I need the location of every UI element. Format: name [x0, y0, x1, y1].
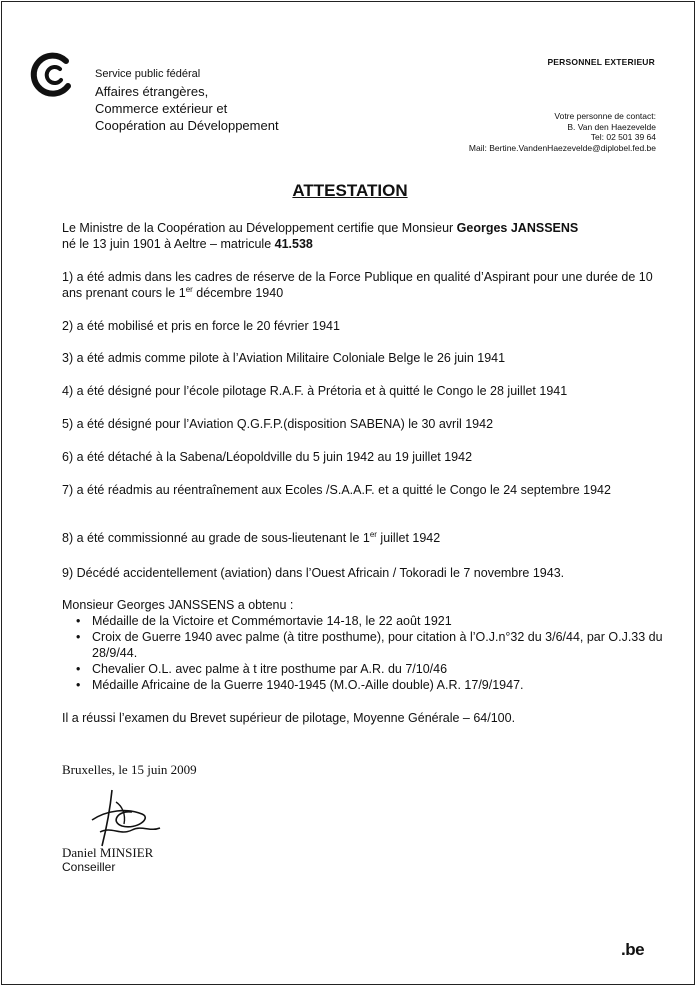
document-title: ATTESTATION	[292, 181, 408, 200]
contact-tel: Tel: 02 501 39 64	[590, 132, 656, 142]
awards-intro: Monsieur Georges JANSSENS a obtenu :	[62, 598, 294, 612]
organization-block	[95, 66, 279, 134]
org-line-1: Service public fédéral	[95, 68, 201, 80]
item-3: 3) a été admis comme pilote à l’Aviation Militaire Coloniale Belge le 26 juin 1941	[62, 351, 506, 365]
department-label: PERSONNEL EXTERIEUR	[547, 57, 655, 67]
org-line-4: Coopération au Développement	[95, 118, 279, 133]
intro-paragraph	[62, 220, 674, 252]
signatory-name: Daniel MINSIER	[62, 845, 154, 860]
awards-list	[62, 613, 674, 693]
signatory-role: Conseiller	[62, 860, 116, 874]
item-7: 7) a été réadmis au réentraînement aux Ecoles /S.A.A.F. et a quitté le Congo le 24 septembre 1942	[62, 483, 611, 497]
signature-icon	[82, 780, 172, 852]
org-line-2: Affaires étrangères,	[95, 84, 209, 99]
intro-matricule: 41.538	[274, 237, 313, 251]
item-5: 5) a été désigné pour l’Aviation Q.G.F.P.(disposition SABENA) le 30 avril 1942	[62, 417, 494, 431]
intro-text-b: né le 13 juin 1901 à Aeltre – matricule	[62, 237, 275, 251]
org-line-3: Commerce extérieur et	[95, 101, 228, 116]
award-item: • Chevalier O.L. avec palme à t itre posthume par A.R. du 7/10/46	[92, 661, 674, 677]
contact-label: Votre personne de contact:	[554, 111, 656, 121]
federal-logo-icon	[30, 52, 76, 98]
item-9: 9) Décédé accidentellement (aviation) dans l’Ouest Africain / Tokoradi le 7 novembre 1943.	[62, 566, 565, 580]
award-item: • Croix de Guerre 1940 avec palme (à titre posthume), pour citation à l’O.J.n°32 du 3/6/44, par O.J.33 du 28/9/44.	[92, 629, 674, 661]
item-4: 4) a été désigné pour l’école pilotage R.A.F. à Prétoria et à quitté le Congo le 28 juillet 1941	[62, 384, 568, 398]
award-item: • Médaille Africaine de la Guerre 1940-1945 (M.O.-Aille double) A.R. 17/9/1947.	[92, 677, 674, 693]
award-item: • Médaille de la Victoire et Commémortavie 14-18, le 22 août 1921	[92, 613, 674, 629]
item-2: 2) a été mobilisé et pris en force le 20 février 1941	[62, 319, 340, 333]
awards-section	[62, 597, 674, 693]
item-8: 8) a été commissionné au grade de sous-lieutenant le 1er juillet 1942	[62, 529, 441, 545]
place-date: Bruxelles, le 15 juin 2009	[62, 762, 197, 777]
item-1: 1) a été admis dans les cadres de réserve de la Force Publique en qualité d’Aspirant pour une durée de 10 ans prenant cours le 1er décembre 1940	[62, 270, 653, 300]
intro-name: Georges JANSSENS	[456, 221, 579, 235]
contact-mail: Mail: Bertine.VandenHaezevelde@diplobel.fed.be	[468, 142, 656, 153]
item-6: 6) a été détaché à la Sabena/Léopoldville du 5 juin 1942 au 19 juillet 1942	[62, 450, 473, 464]
exam-paragraph: Il a réussi l’examen du Brevet supérieur de pilotage, Moyenne Générale – 64/100.	[62, 711, 516, 725]
intro-text-a: Le Ministre de la Coopération au Développement certifie que Monsieur	[62, 221, 457, 235]
contact-block	[469, 111, 656, 153]
be-logo: .be	[621, 940, 645, 959]
contact-name: B. Van den Haezevelde	[567, 121, 656, 132]
